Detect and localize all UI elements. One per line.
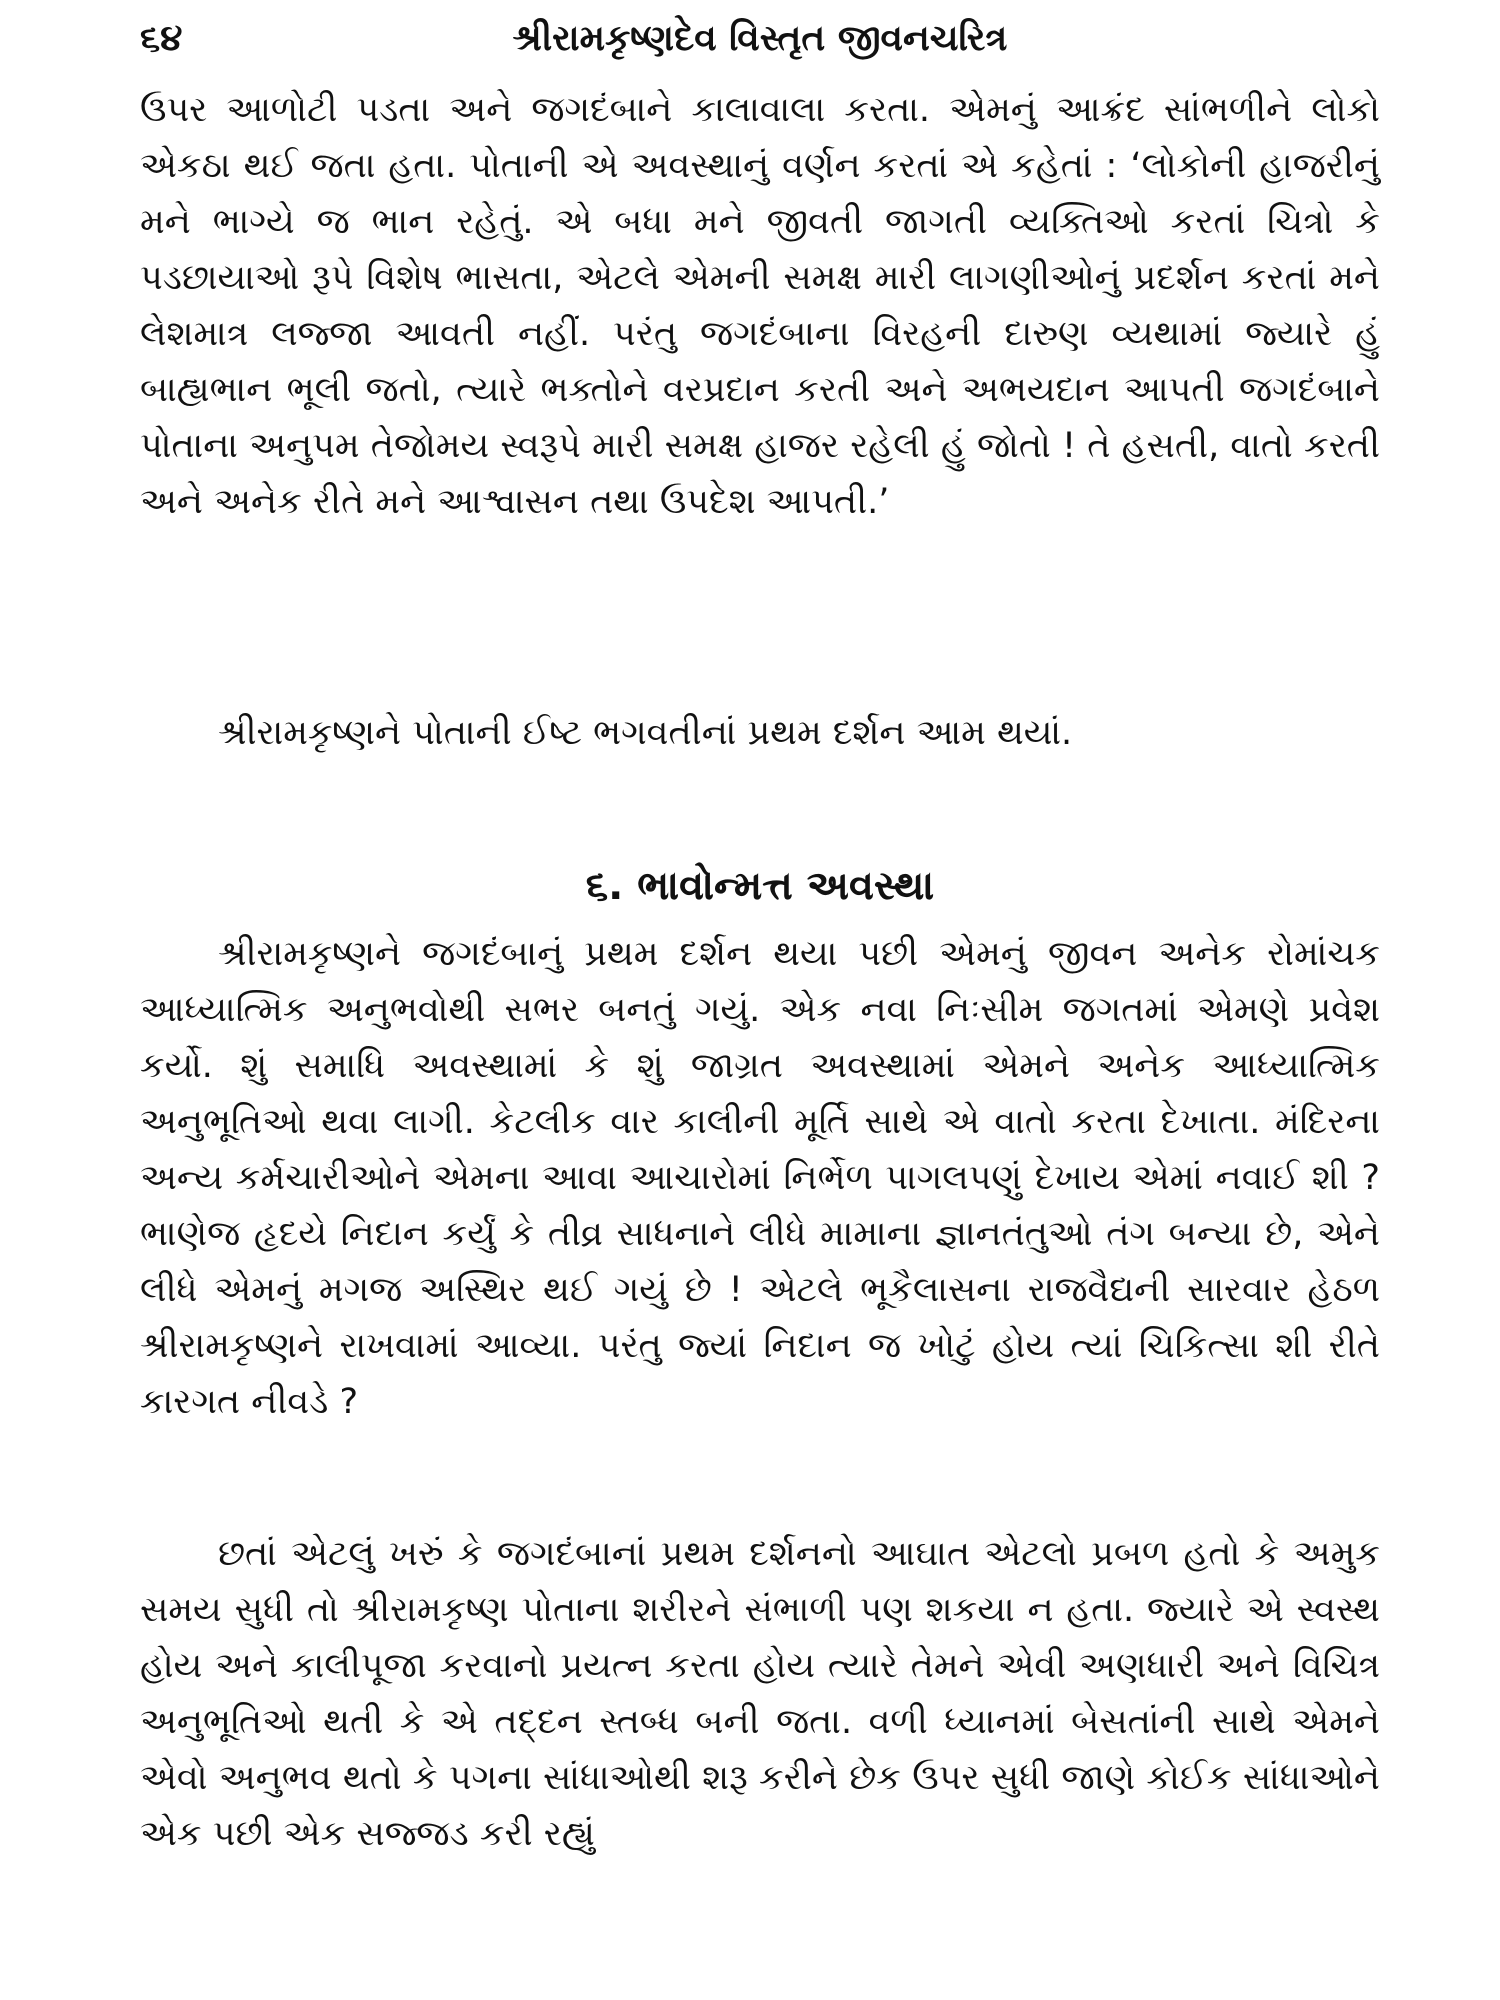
paragraph-first-darshan-impact: છતાં એટલું ખરું કે જગદંબાનાં પ્રથમ દર્શનનો આઘાત એટલો પ્રબળ હતો કે અમુક સમય સુધી તો શ્રીરામકૃષ્ણ પોતાના શરીરને સંભાળી પણ શકયા ન હતા. જ્યારે એ સ્વસ્થ હોય અને કાલીપૂજા કરવાનો પ્રયત્ન કરતા હોય ત્યારે તેમને એવી અણધારી અને વિચિત્ર અનુભૂતિઓ થતી કે એ તદ્દન સ્તબ્ધ બની જતા. વળી ધ્યાનમાં બેસતાંની સાથે એમને એવો અનુભવ થતો કે પગના સાંધાઓથી શરૂ કરીને છેક ઉપર સુધી જાણે કોઈક સાંધાઓને એક પછી એક સજ્જડ કરી રહ્યું: [140, 1534, 1380, 1854]
running-header: [140, 14, 1380, 74]
running-title: શ્રીરામકૃષ્ણદેવ વિસ્તૃત જીવનચરિત્ર: [512, 18, 1008, 59]
section-heading: ૬. ભાવોન્મત્ત અવસ્થા: [585, 863, 935, 909]
paragraph-spiritual-experiences: શ્રીરામકૃષ્ણને જગદંબાનું પ્રથમ દર્શન થયા પછી એમનું જીવન અનેક રોમાંચક આધ્યાત્મિક અનુભવોથી સભર બનતું ગયું. એક નવા નિઃસીમ જગતમાં એમણે પ્રવેશ કર્યો. શું સમાધિ અવસ્થામાં કે શું જાગ્રત અવસ્થામાં એમને અનેક આધ્યાત્મિક અનુભૂતિઓ થવા લાગી. કેટલીક વાર કાલીની મૂર્તિ સાથે એ વાતો કરતા દેખાતા. મંદિરના અન્ય કર્મચારીઓને એમના આવા આચારોમાં નિર્ભેળ પાગલપણું દેખાય એમાં નવાઈ શી ? ભાણેજ હૃદયે નિદાન કર્યું કે તીવ્ર સાધનાને લીધે મામાના જ્ઞાનતંતુઓ તંગ બન્યા છે, એને લીધે એમનું મગજ અસ્થિર થઈ ગયું છે ! એટલે ભૂકૈલાસના રાજવૈદ્યની સારવાર હેઠળ શ્રીરામકૃષ્ણને રાખવામાં આવ્યા. પરંતુ જ્યાં નિદાન જ ખોટું હોય ત્યાં ચિકિત્સા શી રીતે કારગત નીવડે ?: [140, 934, 1380, 1422]
paragraph-first-darshan: શ્રીરામકૃષ્ણને પોતાની ઈષ્ટ ભગવતીનાં પ્રથમ દર્શન આમ થયાં.: [218, 713, 1073, 753]
paragraph-continued: ઉપર આળોટી પડતા અને જગદંબાને કાલાવાલા કરતા. એમનું આક્રંદ સાંભળીને લોકો એકઠા થઈ જતા હતા. પોતાની એ અવસ્થાનું વર્ણન કરતાં એ કહેતાં : ‘લોકોની હાજરીનું મને ભાગ્યે જ ભાન રહેતું. એ બધા મને જીવતી જાગતી વ્યક્તિઓ કરતાં ચિત્રો કે પડછાયાઓ રૂપે વિશેષ ભાસતા, એટલે એમની સમક્ષ મારી લાગણીઓનું પ્રદર્શન કરતાં મને લેશમાત્ર લજ્જા આવતી નહીં. પરંતુ જગદંબાના વિરહની દારુણ વ્યથામાં જ્યારે હું બાહ્યભાન ભૂલી જતો, ત્યારે ભક્તોને વરપ્રદાન કરતી અને અભયદાન આપતી જગદંબાને પોતાના અનુપમ તેજોમય સ્વરૂપે મારી સમક્ષ હાજર રહેલી હું જોતો ! તે હસતી, વાતો કરતી અને અનેક રીતે મને આશ્વાસન તથા ઉપદેશ આપતી.’: [140, 90, 1380, 522]
page-number: ૬૪: [140, 18, 183, 59]
